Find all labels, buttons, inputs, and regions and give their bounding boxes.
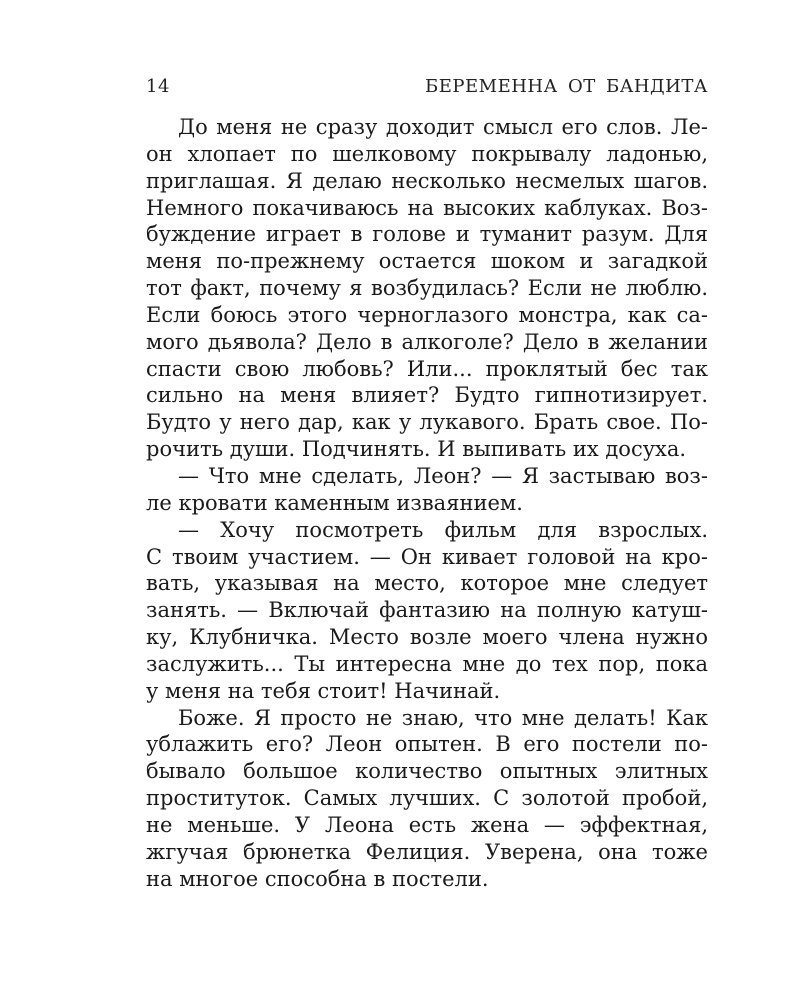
body-text: [146, 114, 708, 892]
text-line: меня по-прежнему остается шоком и загадкой: [146, 249, 708, 274]
text-line: тот факт, почему я возбудилась? Если не люблю.: [146, 276, 708, 301]
running-header: [146, 76, 708, 97]
text-line: сильно на меня влияет? Будто гипнотизирует.: [146, 383, 708, 408]
text-line: спасти свою любовь? Или... проклятый бес так: [146, 356, 708, 381]
text-line: До меня не сразу доходит смысл его слов. Ле-: [178, 115, 708, 139]
text-line: мого дьявола? Дело в алкоголе? Дело в желании: [146, 329, 708, 354]
text-line: занять. — Включай фантазию на полную катуш-: [146, 598, 708, 623]
text-line: С твоим участием. — Он кивает головой на кро-: [146, 544, 708, 569]
text-line: Если боюсь этого черноглазого монстра, как са-: [146, 302, 708, 327]
text-line: ублажить его? Леон опытен. В его постели по-: [146, 732, 708, 757]
text-line: — Что мне сделать, Леон? — Я застываю воз-: [178, 463, 708, 488]
text-line: бывало большое количество опытных элитных: [146, 759, 708, 784]
text-line: Немного покачиваюсь на высоких каблуках. Воз-: [146, 195, 708, 220]
page-number: 14: [146, 76, 170, 97]
text-line: буждение играет в голове и туманит разум. Для: [146, 222, 708, 247]
text-line: рочить души. Подчинять. И выпивать их досуха.: [146, 437, 687, 462]
book-title: БЕРЕМЕННА ОТ БАНДИТА: [425, 76, 708, 97]
text-line: ку, Клубничка. Место возле моего члена нужно: [146, 625, 708, 650]
text-line: он хлопает по шелковому покрывалу ладонью,: [146, 141, 708, 166]
text-line: вать, указывая на место, которое мне следует: [146, 571, 708, 596]
text-line: не меньше. У Леона есть жена — эффектная,: [146, 812, 708, 837]
text-line: Боже. Я просто не знаю, что мне делать! Как: [178, 705, 708, 730]
text-line: заслужить... Ты интересна мне до тех пор, пока: [146, 651, 708, 676]
text-line: Будто у него дар, как у лукавого. Брать свое. По-: [146, 410, 708, 435]
text-line: жгучая брюнетка Фелиция. Уверена, она тоже: [146, 839, 708, 864]
text-line: у меня на тебя стоит! Начинай.: [146, 678, 501, 703]
text-line: проституток. Самых лучших. С золотой пробой,: [146, 786, 708, 811]
text-line: на многое способна в постели.: [146, 866, 489, 891]
text-line: — Хочу посмотреть фильм для взрослых.: [178, 517, 708, 542]
text-line: ле кровати каменным изваянием.: [146, 490, 523, 515]
text-line: приглашая. Я делаю несколько несмелых шагов.: [146, 168, 708, 193]
